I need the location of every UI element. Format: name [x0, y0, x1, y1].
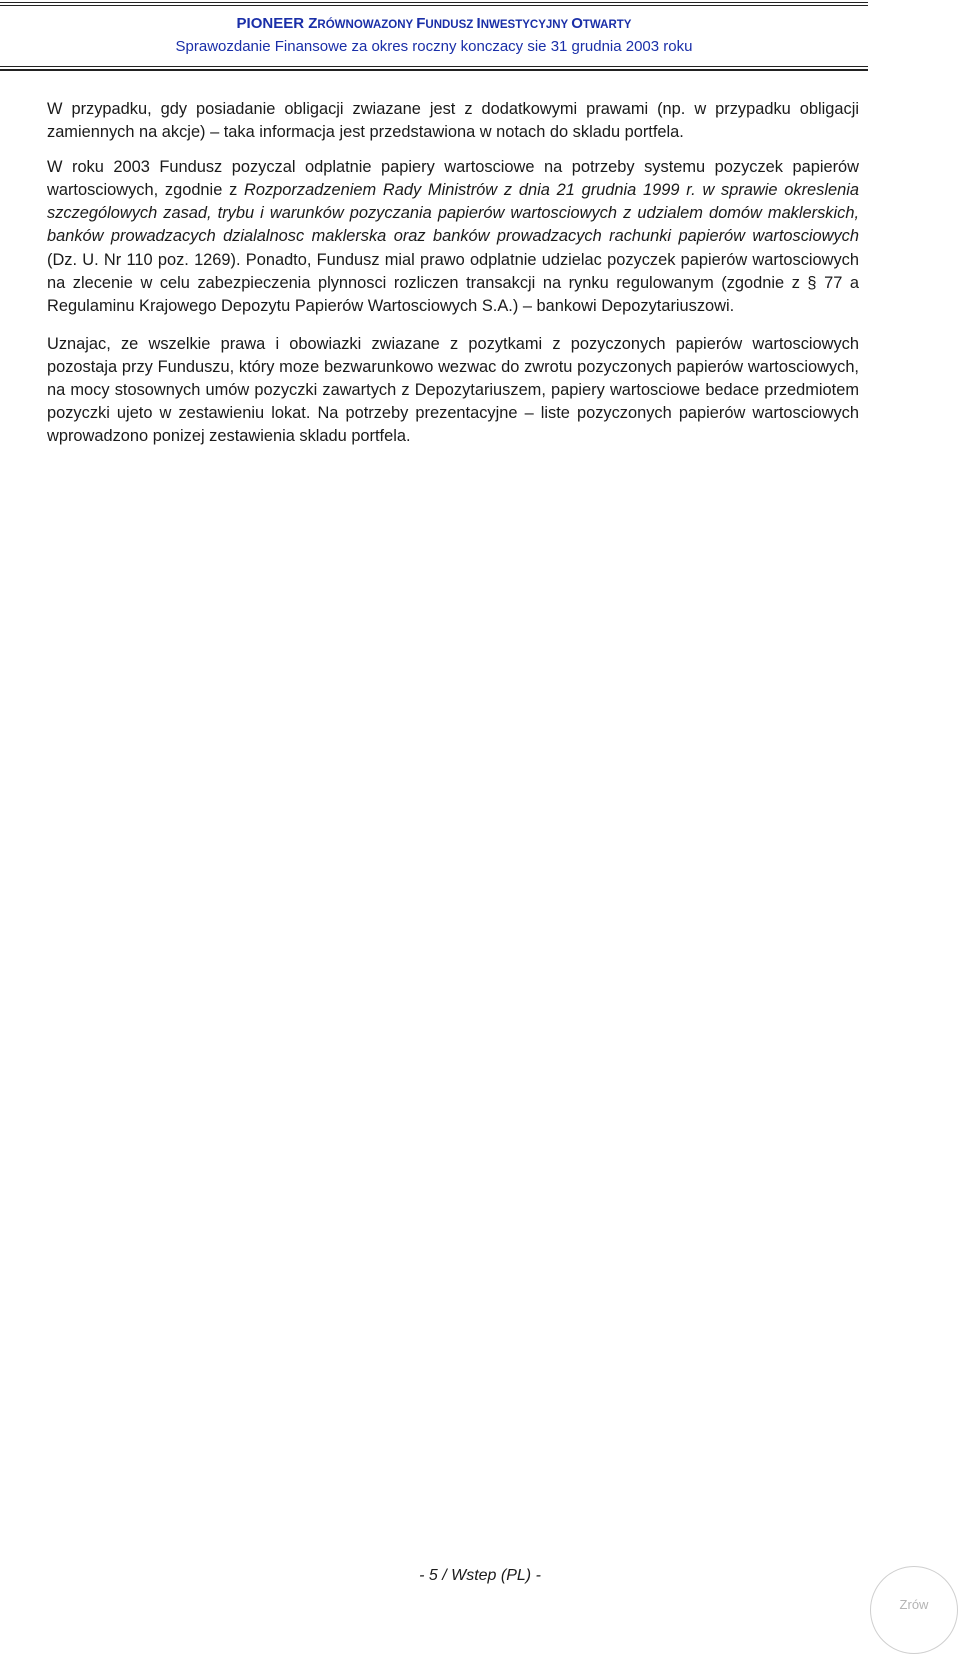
title-part-small: TWARTY [582, 19, 632, 31]
title-part: Z [308, 15, 318, 32]
header-bottom-rule-2 [0, 69, 868, 71]
title-part-small: UNDUSZ [425, 19, 477, 31]
title-part: O [571, 15, 583, 32]
title-part-small: NWESTYCYJNY [480, 19, 572, 31]
paragraph-securities-lending [47, 156, 859, 318]
paragraph-bond-rights: W przypadku, gdy posiadanie obligacji zwiazane jest z dodatkowymi prawami (np. w przypadku obligacji zamiennych na akcje) – taka informacja jest przedstawiona w notach do skladu portfela. [47, 100, 859, 142]
paragraph-text: W roku 2003 Fundusz pozyczal odplatnie papiery wartosciowe na potrzeby systemu pozyczek papierów wartosciowych, zgodnie z [47, 158, 859, 200]
title-part: I [476, 15, 481, 32]
fund-name-title [0, 15, 868, 32]
paragraph-text: (Dz. U. Nr 110 poz. 1269). Ponadto, Fundusz mial prawo odplatnie udzielac pozyczek papierów wartosciowych na zlecenie w celu zabezpieczenia plynnosci rozliczen transakcji na rynku regulowanym (zgodnie z § 77 a Regulaminu Krajowego Depozytu Papierów Wartosciowych S.A.) – bankowi Depozytariuszowi. [47, 250, 859, 315]
seal-text: Zrów [899, 1597, 929, 1612]
document-body [47, 98, 859, 448]
stamp-seal [870, 1566, 958, 1654]
title-part: F [416, 15, 426, 32]
header-top-rule-2 [0, 5, 868, 6]
header-bottom-rule [0, 66, 868, 67]
title-part: P [236, 15, 247, 32]
page-number-footer: - 5 / Wstep (PL) - [419, 1567, 541, 1584]
paragraph-lent-securities: Uznajac, ze wszelkie prawa i obowiazki zwiazane z pozytkami z pozyczonych papierów wartosciowych pozostaja przy Funduszu, który moze bezwarunkowo wezwac do zwrotu pozyczonych papierów wartosciowych, na mocy stosownych umów pozyczki zawartych z Depozytariuszem, papiery wartosciowe bedace przedmiotem pozyczki ujeto w zestawieniu lokat. Na potrzeby prezentacyjne – liste pozyczonych papierów wartosciowych wprowadzono ponizej zestawienia skladu portfela. [47, 334, 859, 446]
header-top-rule [0, 2, 868, 3]
regulation-reference: Rozporzadzeniem Rady Ministrów z dnia 21 grudnia 1999 r. w sprawie okreslenia szczególowych zasad, trybu i warunków pozyczania papierów wartosciowych z udzialem domów maklerskich, banków prowadzacych dzialalnosc maklerska oraz banków prowadzacych rachunki papierów wartosciowych [47, 181, 859, 246]
report-subtitle: Sprawozdanie Finansowe za okres roczny konczacy sie 31 grudnia 2003 roku [175, 38, 693, 55]
title-part-small: RÓWNOWAZONY [317, 19, 417, 31]
title-part: IONEER [246, 15, 309, 32]
